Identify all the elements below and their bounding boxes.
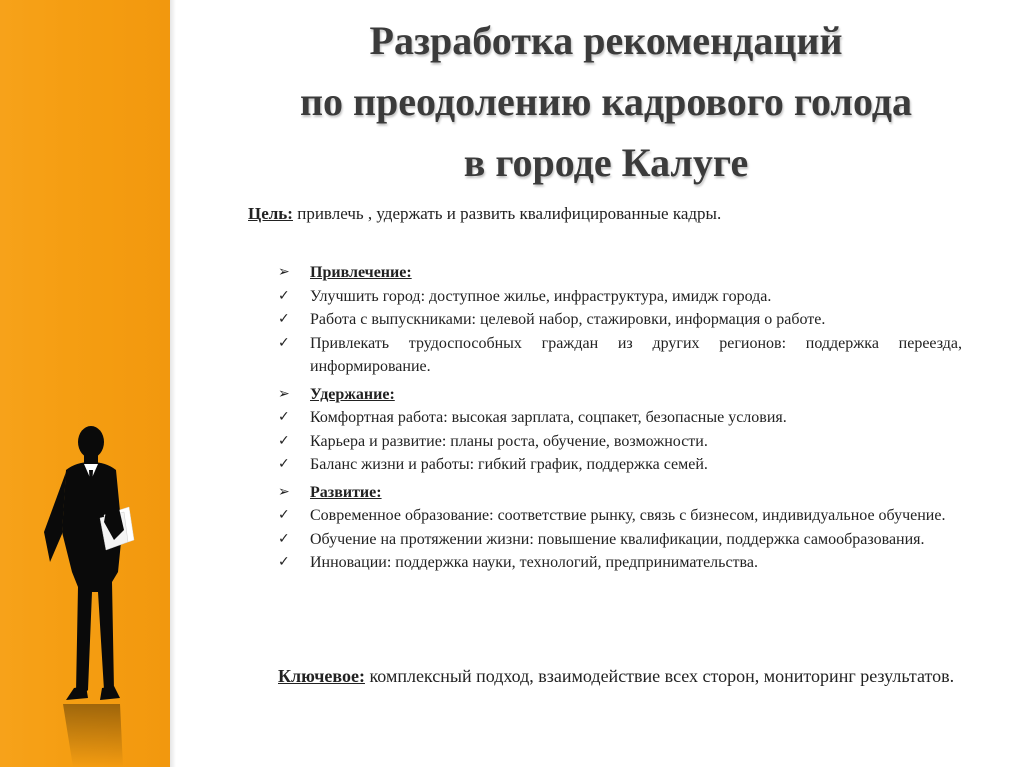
goal-line: [248, 204, 721, 224]
title-line-1: Разработка рекомендаций: [369, 18, 843, 63]
list-item: ✓ Современное образование: соответствие рынку, связь с бизнесом, индивидуальное обучение.: [278, 504, 962, 528]
check-icon: ✓: [278, 409, 290, 425]
key-conclusion: [278, 664, 962, 689]
list-item: ✓ Инновации: поддержка науки, технологий, предпринимательства.: [278, 551, 962, 575]
title-line-2: по преодолению кадрового голода: [299, 79, 913, 124]
section-heading: ➢ Удержание:: [278, 383, 962, 407]
check-icon: ✓: [278, 507, 290, 523]
section-attraction: [278, 261, 962, 379]
list-item: ✓ Работа с выпускниками: целевой набор, стажировки, информация о работе.: [278, 308, 962, 332]
recommendations-list: [278, 261, 962, 579]
band-edge-shadow: [170, 0, 176, 767]
check-icon: ✓: [278, 287, 290, 304]
list-item: ✓ Обучение на протяжении жизни: повышение квалификации, поддержка самообразования.: [278, 528, 962, 552]
check-icon: ✓: [278, 334, 290, 351]
list-item: ✓ Привлекать трудоспособных граждан из других регионов: поддержка переезда, информирование.: [278, 332, 962, 379]
title-line-3: в городе Калуге: [463, 140, 749, 185]
arrow-bullet-icon: ➢: [278, 483, 290, 500]
list-item: ✓ Карьера и развитие: планы роста, обучение, возможности.: [278, 430, 962, 454]
check-icon: ✓: [278, 456, 290, 472]
goal-text: привлечь , удержать и развить квалифицированные кадры.: [292, 204, 722, 223]
check-icon: ✓: [278, 311, 290, 327]
key-text: комплексный подход, взаимодействие всех сторон, мониторинг результатов.: [364, 666, 955, 686]
goal-label: Цель:: [248, 204, 293, 223]
section-development: [278, 481, 962, 575]
section-retention: [278, 383, 962, 477]
key-label: Ключевое:: [278, 666, 365, 686]
list-item: ✓ Баланс жизни и работы: гибкий график, поддержка семей.: [278, 453, 962, 477]
businessman-silhouette-icon: [28, 422, 148, 767]
check-icon: ✓: [278, 530, 290, 547]
check-icon: ✓: [278, 432, 290, 449]
list-item: ✓ Комфортная работа: высокая зарплата, соцпакет, безопасные условия.: [278, 406, 962, 430]
list-item: ✓ Улучшить город: доступное жилье, инфраструктура, имидж города.: [278, 285, 962, 309]
check-icon: ✓: [278, 554, 290, 570]
arrow-bullet-icon: ➢: [278, 264, 290, 280]
slide-title: [196, 10, 1016, 193]
section-heading: ➢ Привлечение:: [278, 261, 962, 285]
arrow-bullet-icon: ➢: [278, 385, 290, 402]
section-heading: ➢ Развитие:: [278, 481, 962, 505]
